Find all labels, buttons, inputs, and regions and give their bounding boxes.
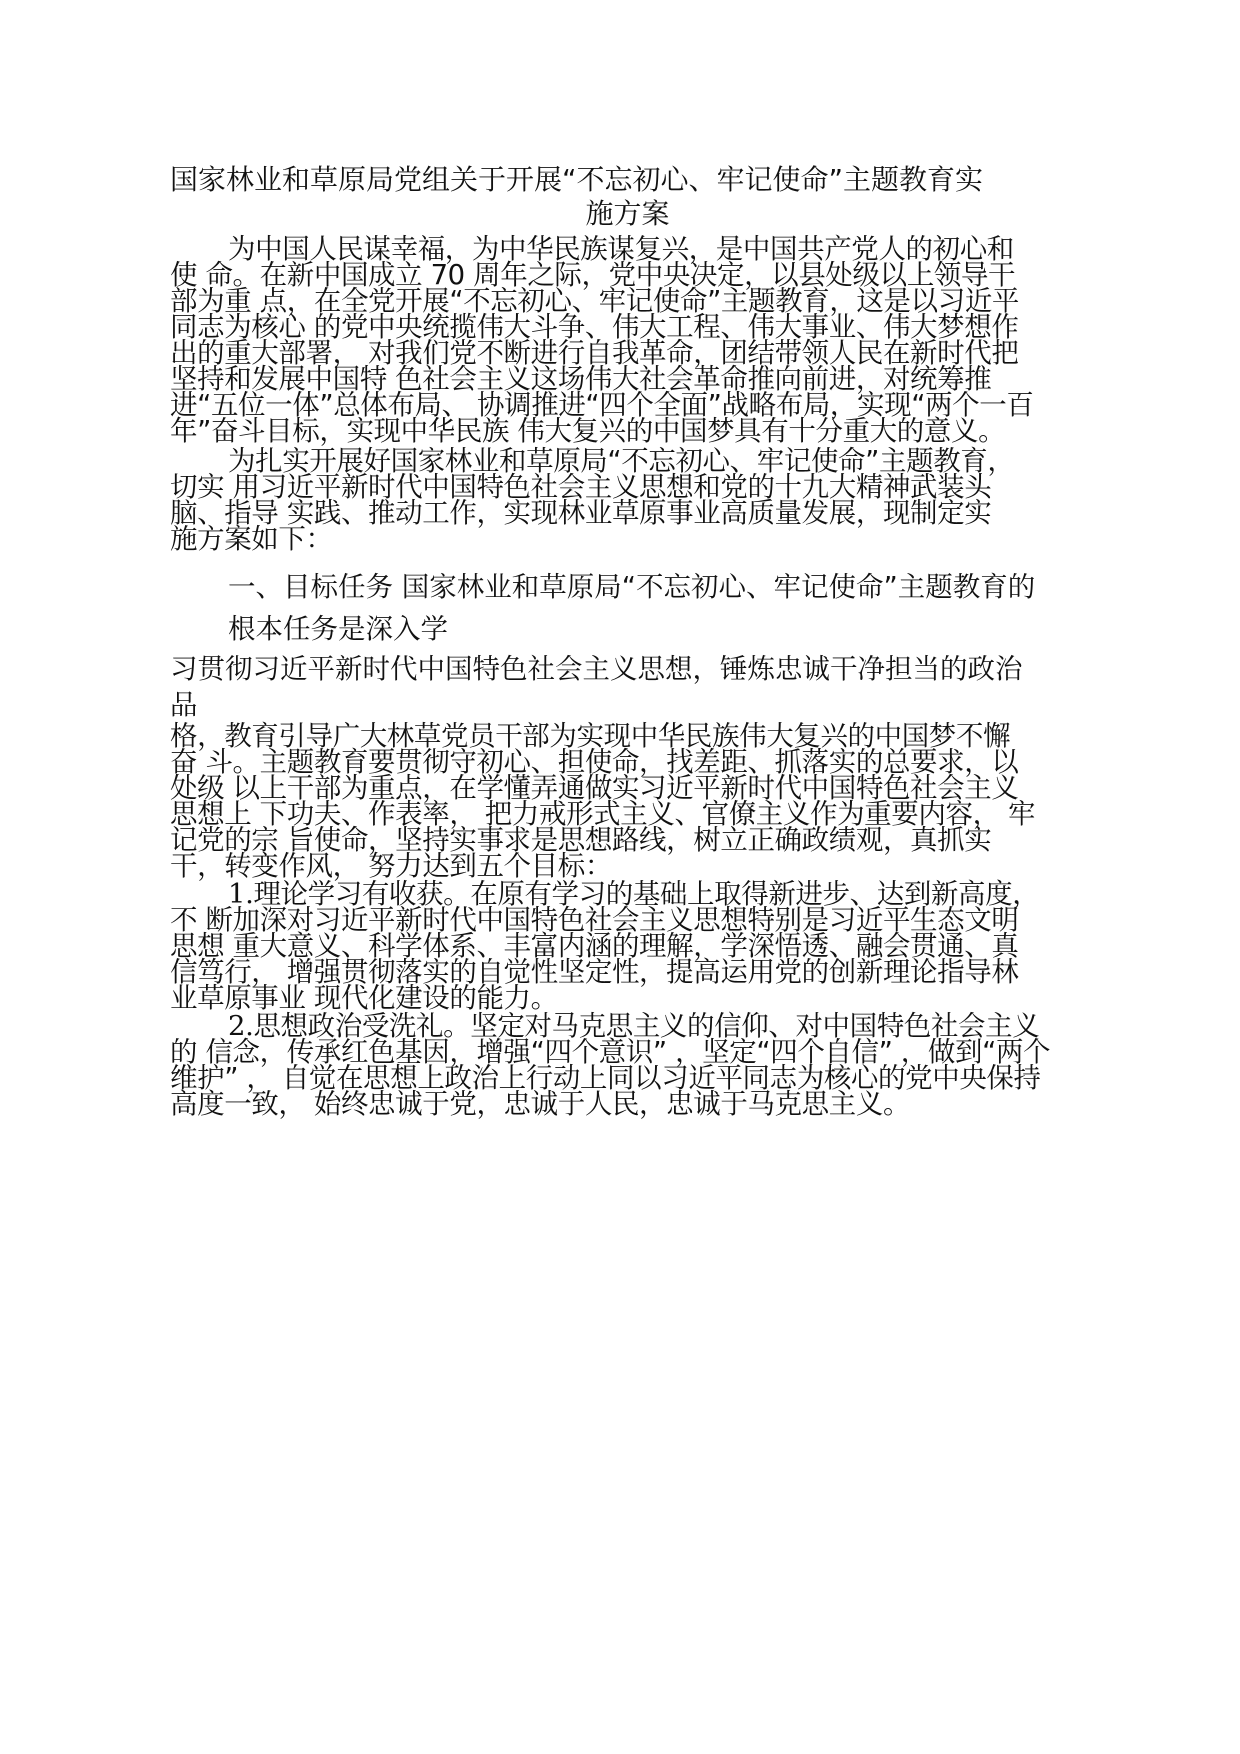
item-2-line: 维护” ， 自觉在思想上政治上行动上同以习近平同志为核心的党中央保持 (170, 1062, 1041, 1094)
paragraph-1-line: 进“五位一体”总体布局、 协调推进“四个全面”战略布局，实现“两个一百 (170, 389, 1034, 421)
section-1-heading: 一、目标任务 国家林业和草原局“不忘初心、牢记使命”主题教育的 (228, 571, 1036, 603)
paragraph-2-line: 施方案如下： (170, 523, 333, 555)
item-2-line: 2.思想政治受洗礼。坚定对马克思主义的信仰、对中国特色社会主义 (228, 1010, 1040, 1042)
paragraph-3-line: 干，转变作风， 努力达到五个目标： (170, 850, 612, 882)
paragraph-2-line: 切实 用习近平新时代中国特色社会主义思想和党的十九大精神武装头 (170, 471, 992, 503)
paragraph-3-line: 格，教育引导广大林草党员干部为实现中华民族伟大复兴的中国梦不懈 (170, 720, 1011, 752)
paragraph-1-line: 出的重大部署， 对我们党不断进行自我革命，团结带领人民在新时代把 (170, 337, 1019, 369)
document-title-line-2: 施方案 (585, 197, 670, 230)
item-1-line: 1.理论学习有收获。在原有学习的基础上取得新进步、达到新高度， (228, 878, 1040, 910)
paragraph-3-line: 奋 斗。主题教育要贯彻守初心、担使命，找差距、抓落实的总要求，以 (170, 746, 1019, 778)
item-1-line: 不 断加深对习近平新时代中国特色社会主义思想特别是习近平生态文明 (170, 904, 1019, 936)
paragraph-1-line: 部为重 点，在全党开展“不忘初心、牢记使命”主题教育，这是以习近平 (170, 285, 1020, 317)
section-1-heading-continued: 根本任务是深入学 (228, 613, 448, 645)
paragraph-3-line: 思想上 下功夫、作表率， 把力戒形式主义、官僚主义作为重要内容， 牢 (170, 798, 1036, 830)
document-title-line-1: 国家林业和草原局党组关于开展“不忘初心、牢记使命”主题教育实 (170, 163, 984, 196)
paragraph-1-line: 同志为核心 的党中央统揽伟大斗争、伟大工程、伟大事业、伟大梦想作 (170, 311, 1019, 343)
item-1-line: 业草原事业 现代化建设的能力。 (170, 982, 558, 1014)
paragraph-2-line: 为扎实开展好国家林业和草原局“不忘初心、牢记使命”主题教育， (228, 445, 1015, 477)
paragraph-1-line: 使 命。在新中国成立 70 周年之际，党中央决定，以县处级以上领导干 (170, 259, 1016, 291)
paragraph-1-line: 年”奋斗目标，实现中华民族 伟大复兴的中国梦具有十分重大的意义。 (170, 415, 1006, 447)
item-2-line: 的 信念，传承红色基因，增强“四个意识” ，坚定“四个自信” ，做到“两个 (170, 1036, 1051, 1068)
paragraph-3-line: 处级 以上干部为重点，在学懂弄通做实习近平新时代中国特色社会主义 (170, 772, 1019, 804)
section-1-line: 习贯彻习近平新时代中国特色社会主义思想，锤炼忠诚干净担当的政治 (170, 653, 1023, 685)
paragraph-1-line: 为中国人民谋幸福，为中华民族谋复兴，是中国共产党人的初心和 (228, 233, 1014, 265)
paragraph-2-line: 脑、指导 实践、推动工作，实现林业草原事业高质量发展，现制定实 (170, 497, 992, 529)
item-1-line: 思想 重大意义、科学体系、丰富内涵的理解，学深悟透、融会贯通、真 (170, 930, 1019, 962)
item-1-line: 信笃行， 增强贯彻落实的自觉性坚定性，提高运用党的创新理论指导林 (170, 956, 1019, 988)
paragraph-3-line: 记党的宗 旨使命，坚持实事求是思想路线，树立正确政绩观，真抓实 (170, 824, 992, 856)
paragraph-1-line: 坚持和发展中国特 色社会主义这场伟大社会革命推向前进，对统筹推 (170, 363, 992, 395)
section-1-line: 品 (170, 689, 198, 721)
item-2-line: 高度一致， 始终忠诚于党，忠诚于人民，忠诚于马克思主义。 (170, 1088, 911, 1120)
